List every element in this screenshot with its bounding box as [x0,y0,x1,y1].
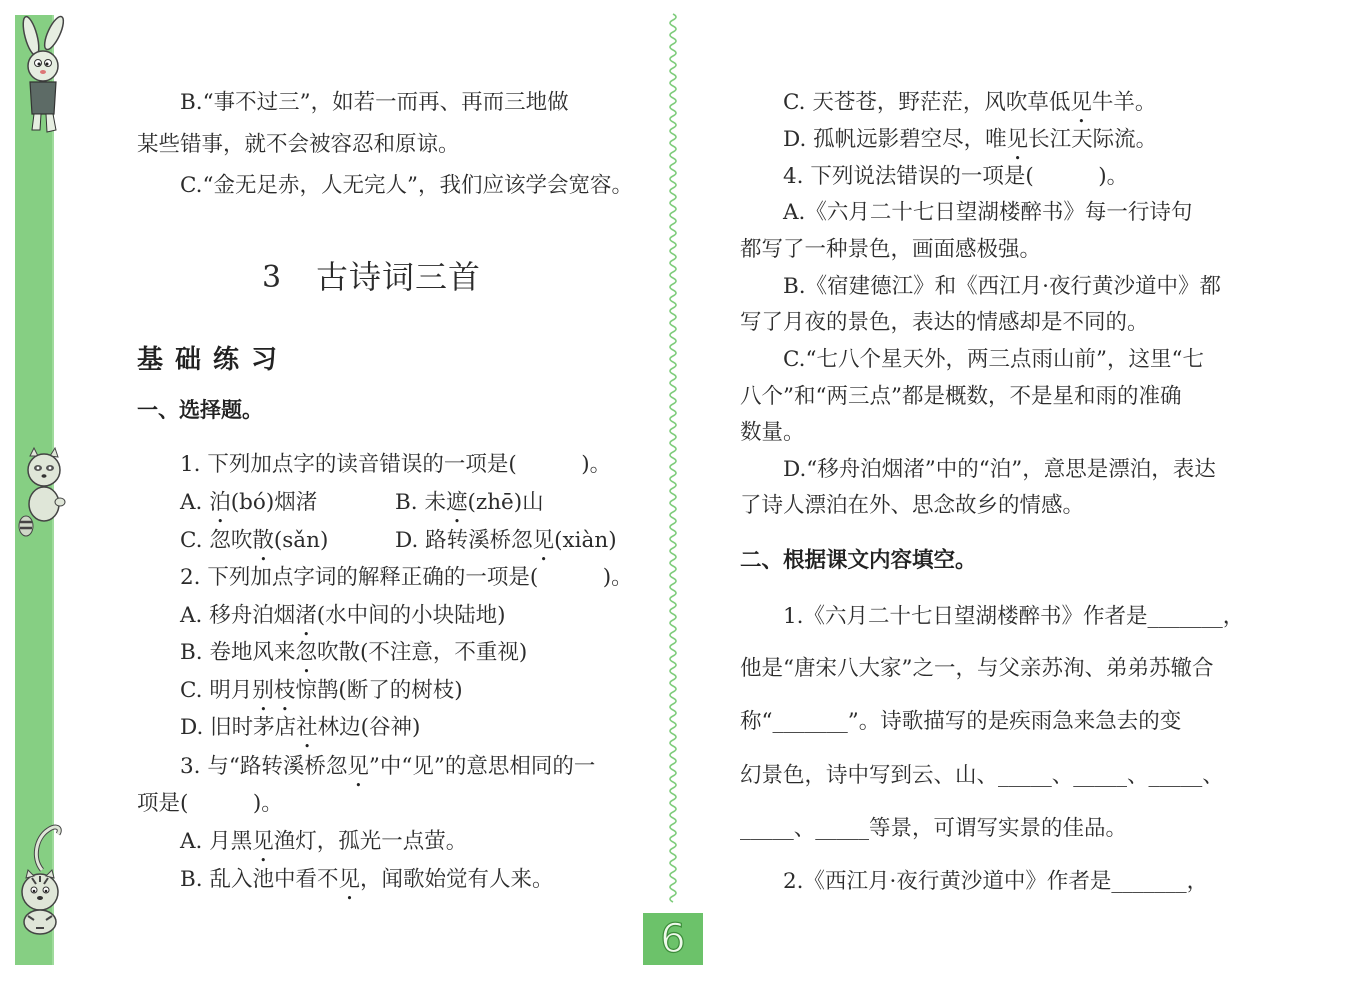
part-one-heading: 一、选择题。 [137,398,263,422]
option-text: D. 孤帆远影碧空尽，唯 [783,127,1007,152]
dotted-character: 见 [338,867,360,892]
q2-stem: 2. 下列加点字词的解释正确的一项是( )。 [180,565,633,590]
dotted-character: 社 [296,715,318,740]
q1-option-c [180,527,328,566]
q4-option-b: B.《宿建德江》和《西江月·夜行黄沙道中》都 [783,274,1221,299]
option-text: A. 月黑 [180,829,253,854]
q3-stem-line-2: 项是( )。 [137,791,283,816]
option-text: (xiàn) [554,528,617,553]
fill-line-1: 1.《六月二十七日望湖楼醉书》作者是_______， [783,604,1245,629]
q4-option-a: A.《六月二十七日望湖楼醉书》每一行诗句 [783,200,1193,225]
q4-option-c: C.“七八个星天外，两三点雨山前”，这里“七 [783,347,1204,372]
option-text: 吹散(不注意，不重视) [316,640,528,665]
option-text: 长江天际流。 [1028,127,1158,152]
rabbit-illustration [10,14,76,136]
dotted-character: 散 [252,528,274,553]
lesson-number: 3 [262,260,282,295]
q1-stem: 1. 下列加点字的读音错误的一项是( )。 [180,452,612,477]
dotted-character: 渚 [295,603,317,628]
q1-option-d [395,527,617,566]
q1-option-b [395,489,544,528]
option-text: A. [180,490,210,515]
intro-line-b: B.“事不过三”，如若一而再、再而三地做 [180,90,569,115]
q3-option-b [180,866,554,905]
option-text: C. 天苍苍，野茫茫，风吹草低 [783,90,1071,115]
option-text: A. 移舟泊烟 [180,603,296,628]
dotted-character: 遮 [445,490,468,515]
center-wavy-divider [660,12,686,908]
option-text: (zhē)山 [467,490,544,515]
dotted-character: 忽 [295,640,317,665]
option-text: B. 乱入池中看不 [180,867,339,892]
fill-line-4: 幻景色，诗中写到云、山、_____、_____、_____、 [740,763,1224,788]
option-text: C. 忽吹 [180,528,253,553]
option-text: (sǎn) [273,528,329,553]
q3-stem-line-1 [180,753,595,792]
q2-option-b [180,639,527,678]
stem-text: 3. 与“路转溪桥忽 [180,754,348,779]
option-text: C. 明月 [180,678,253,703]
option-text: ，闻歌始觉有人来。 [359,867,554,892]
dotted-character: 见 [1006,127,1029,152]
dotted-character: 见 [252,829,274,854]
q4-stem: 4. 下列说法错误的一项是( )。 [783,164,1129,189]
part-two-heading: 二、根据课文内容填空。 [740,548,977,573]
dotted-character: 别枝 [252,678,296,703]
lesson-title: 古诗词三首 [316,258,482,296]
dotted-character: 见 [532,528,555,553]
option-text: D. 旧时茅店 [180,715,297,740]
q3-option-d [783,126,1157,165]
fill-line-3: 称“_______”。诗歌描写的是疾雨急来急去的变 [740,709,1182,734]
option-text: 牛羊。 [1091,90,1157,115]
q2-option-d [180,714,420,753]
q3-option-c [783,89,1156,128]
page-number: 6 [660,916,686,962]
option-text: B. 卷地风来 [180,640,296,665]
fill-line-5: _____、_____等景，可谓写实景的佳品。 [740,816,1128,841]
intro-line-c: C.“金无足赤，人无完人”，我们应该学会宽容。 [180,173,634,198]
tiger-illustration [12,818,70,938]
q4-option-a-cont: 都写了一种景色，画面感极强。 [740,237,1042,262]
dotted-character: 见 [1070,90,1092,115]
option-text: D. 路转溪桥忽 [395,528,533,553]
option-text: (bó)烟渚 [230,490,318,515]
dotted-character: 泊 [209,490,231,515]
q2-option-c [180,677,463,716]
q2-option-a [180,602,506,641]
fill-line-2: 他是“唐宋八大家”之一，与父亲苏洵、弟弟苏辙合 [740,656,1214,681]
q3-option-a [180,828,467,867]
q4-option-d-cont: 了诗人漂泊在外、思念故乡的情感。 [740,493,1085,518]
option-text: 惊鹊(断了的树枝) [295,678,463,703]
option-text: (水中间的小块陆地) [316,603,506,628]
raccoon-illustration [12,446,72,538]
q4-option-b-cont: 写了月夜的景色，表达的情感却是不同的。 [740,310,1149,335]
option-text: B. 未 [395,490,446,515]
fill-line-6: 2.《西江月·夜行黄沙道中》作者是_______， [783,869,1209,894]
option-text: 渔灯，孤光一点萤。 [273,829,468,854]
dotted-character: 见 [347,754,369,779]
section-heading: 基础练习 [137,345,290,375]
q4-option-d: D.“移舟泊烟渚”中的“泊”，意思是漂泊，表达 [783,457,1216,482]
q1-option-a [180,489,317,528]
q4-option-c-cont-2: 数量。 [740,420,805,445]
intro-line-b-cont: 某些错事，就不会被容忍和原谅。 [137,132,460,157]
q4-option-c-cont: 八个”和“两三点”都是概数，不是星和雨的准确 [740,384,1182,409]
page-number-box [643,913,703,965]
stem-text: ”中“见”的意思相同的一 [368,754,596,779]
option-text: 林边(谷神) [317,715,421,740]
